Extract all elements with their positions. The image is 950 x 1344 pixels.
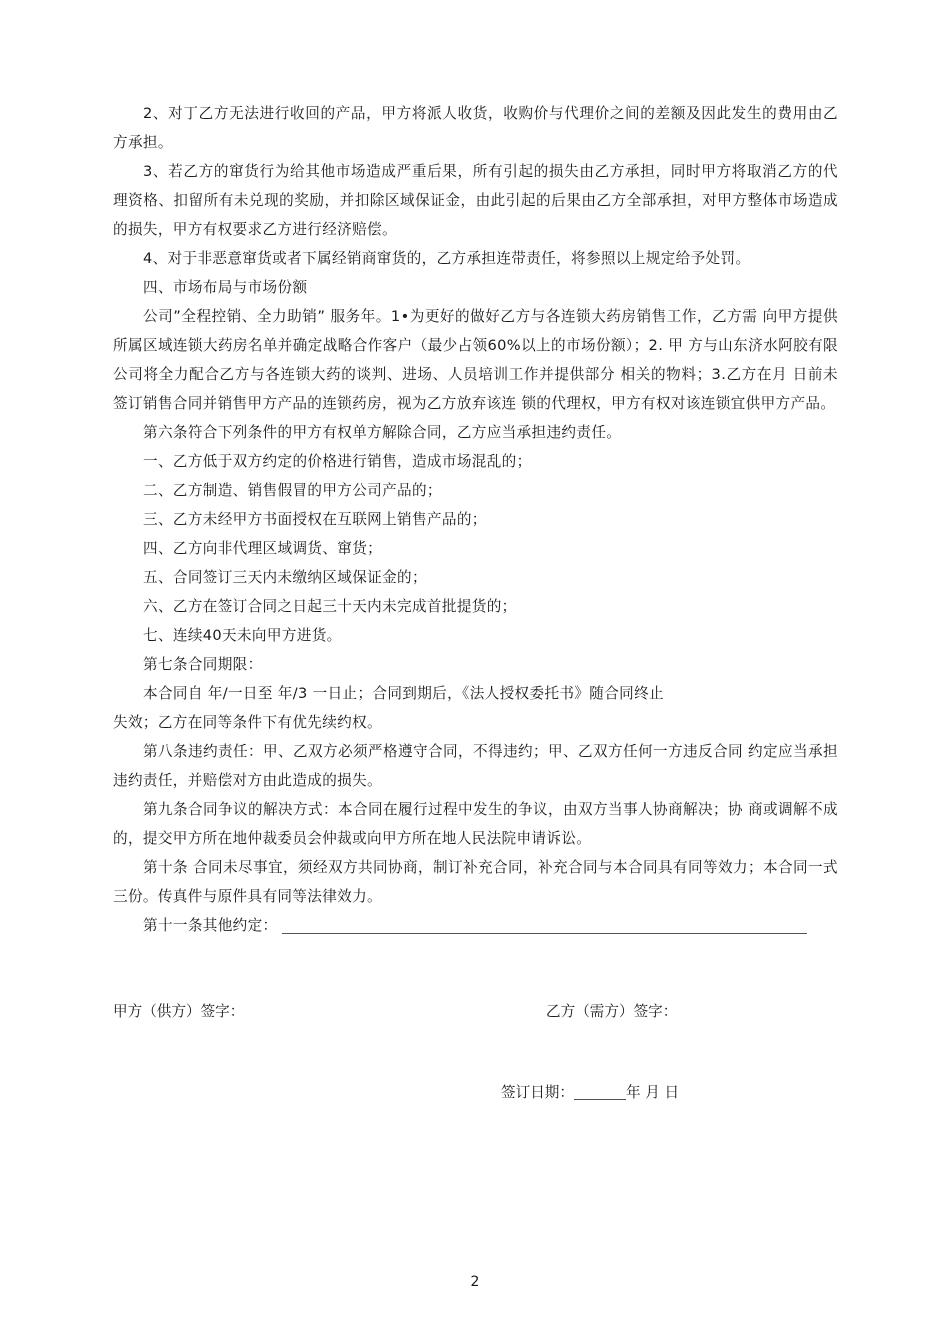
paragraph-clause-2: 2、对丁乙方无法进行收回的产品，甲方将派人收货，收购价与代理价之间的差额及因此发生的费用由乙方承担。 <box>113 105 838 151</box>
sign-date-year-blank <box>574 1083 626 1100</box>
list-item-5: 五、合同签订三天内未缴纳区域保证金的； <box>143 569 427 586</box>
paragraph-clause-3: 3、若乙方的窜货行为给其他市场造成严重后果，所有引起的损失由乙方承担，同时甲方将取消乙方的代理资格、扣留所有未兑现的奖励，并扣除区域保证金，由此引起的后果由乙方全部承担，对甲方整体市场造成的损失，甲方有权要求乙方进行经济赔偿。 <box>113 163 838 238</box>
list-item-4: 四、乙方向非代理区域调货、窜货； <box>143 540 383 557</box>
paragraph-clause-4: 4、对于非恶意窜货或者下属经销商窜货的，乙方承担连带责任，将参照以上规定给予处罚。 <box>143 250 751 267</box>
section-heading-market-layout: 四、市场布局与市场份额 <box>143 279 308 296</box>
paragraph-contract-term-continued: 失效；乙方在同等条件下有优先续约权。 <box>113 714 382 731</box>
list-item-1: 一、乙方低于双方约定的价格进行销售，造成市场混乱的； <box>143 453 532 470</box>
list-item-7: 七、连续40天未向甲方进货。 <box>143 627 342 644</box>
list-item-6: 六、乙方在签订合同之日起三十天内未完成首批提货的； <box>143 598 517 615</box>
paragraph-article-6: 第六条符合下列条件的甲方有权单方解除合同，乙方应当承担违约责任。 <box>143 424 622 441</box>
other-agreement-label: 第十一条其他约定： <box>143 917 278 934</box>
paragraph-article-8: 第八条违约责任：甲、乙双方必须严格遵守合同，不得违约；甲、乙双方任何一方违反合同 约定应当承担违约责任，并赔偿对方由此造成的损失。 <box>113 743 838 789</box>
paragraph-article-7-heading: 第七条合同期限： <box>143 656 263 673</box>
list-item-2: 二、乙方制造、销售假冒的甲方公司产品的； <box>143 482 442 499</box>
paragraph-article-9: 第九条合同争议的解决方式：本合同在履行过程中发生的争议，由双方当事人协商解决；协 商或调解不成的，提交甲方所在地仲裁委员会仲裁或向甲方所在地人民法院申请诉讼。 <box>113 801 838 847</box>
list-item-3: 三、乙方未经甲方书面授权在互联网上销售产品的； <box>143 511 487 528</box>
sign-date-label: 签订日期： <box>501 1084 574 1101</box>
paragraph-contract-term: 本合同自 年/一日至 年/3 一日止；合同到期后，《法人授权委托书》随合同终止 <box>143 685 664 702</box>
paragraph-article-10: 第十条 合同未尽事宜，须经双方共同协商，制订补充合同，补充合同与本合同具有同等效力；本合同一式三份。传真件与原件具有同等法律效力。 <box>113 859 838 905</box>
page-number: 2 <box>470 1274 480 1290</box>
paragraph-article-11 <box>113 911 838 940</box>
paragraph-market-share: 公司”全程控销、全力助销” 服务年。1•为更好的做好乙方与各连锁大药房销售工作，乙方需 向甲方提供所属区域连锁大药房名单并确定战略合作客户（最少占领60%以上的市场份额）；2. 甲 方与山东济水阿胶有限公司将全力配合乙方与各连锁大药的谈判、进场、人员培训工作并提供部分 相关的物料；3.乙方在月 日前未签订销售合同并销售甲方产品的连锁药房，视为乙方放弃该连 锁的代理权，甲方有权对该连锁宜供甲方产品。 <box>113 308 838 412</box>
sign-date-suffix: 年 月 日 <box>625 1084 680 1101</box>
contract-body <box>113 99 838 940</box>
party-b-signature-label: 乙方（需方）签字： <box>546 1003 678 1020</box>
other-agreement-blank <box>282 915 807 934</box>
sign-date <box>501 1081 679 1105</box>
party-a-signature-label: 甲方（供方）签字： <box>113 1003 245 1020</box>
